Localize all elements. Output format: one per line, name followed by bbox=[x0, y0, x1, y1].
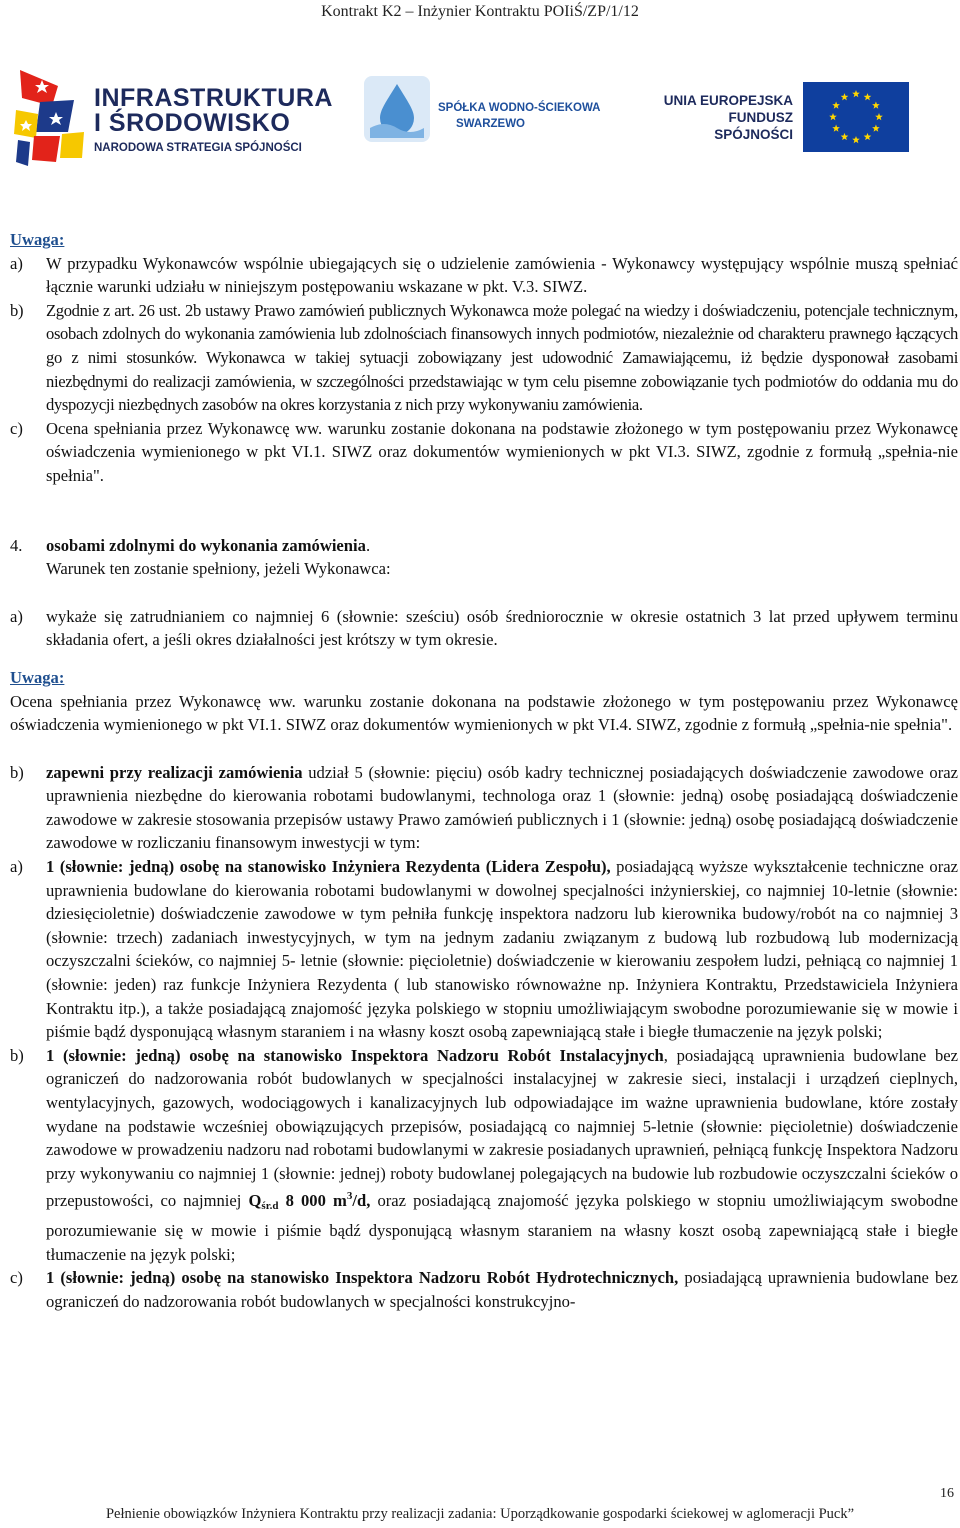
list-marker: b) bbox=[10, 1045, 24, 1065]
nss-emblem-icon bbox=[12, 62, 92, 170]
sws-logo bbox=[364, 72, 624, 152]
person-installation-inspector bbox=[10, 1044, 958, 1266]
uwaga1-item-c bbox=[10, 417, 958, 488]
eu-line-1: UNIA EUROPEJSKA bbox=[663, 93, 793, 108]
item-b-bold: zapewni przy realizacji zamówienia bbox=[46, 762, 303, 782]
sws-line-1: SPÓŁKA WODNO-ŚCIEKOWA bbox=[438, 102, 601, 114]
page-number: 16 bbox=[940, 1486, 954, 1501]
flow-superscript: 3 bbox=[346, 1190, 353, 1203]
running-footer: Pełnienie obowiązków Inżyniera Kontraktu przy realizacji zadania: Uporządkowanie gospodarki ściekowej w aglomeracji Puck” bbox=[105, 1506, 855, 1522]
eu-logo bbox=[649, 82, 949, 152]
is-title-line-1: INFRASTRUKTURA bbox=[94, 84, 333, 112]
section-title bbox=[46, 534, 958, 558]
document-body bbox=[10, 228, 958, 1313]
person-text: posiadającą wyższe wykształcenie techniczne oraz uprawnienia budowlane do kierowania robotami budowlanymi w dowolnej specjalności inżynierskiej, co najmniej 10-letnie (słownie: dziesięcioletnie) doświadczenie zawodowe w tym pełniła funkcję inspektora nadzoru lub kierownika budowy/robót na co najmniej 3 (słownie: trzech) zadaniach inwestycyjnych, w tym na jednym zadaniu związanym z budową lub rozbudową lub modernizacją oczyszczalni ścieków, co najmniej 5- letnie (słownie: pięcioletnie) doświadczenie w kierowaniu zespołem ludzi, pełniącą co najmniej 1 (słownie: jeden) raz funkcje Inżyniera Rezydenta ( lub stanowisko równoważne np. Inżyniera Kontraktu, Przedstawiciela Inżyniera Kontraktu itp.), a także posiadającą znajomość języka polskiego w stopniu umożliwiającym swobodne porozumiewanie się w mowie i piśmie bądź dysponującą własnym staraniem i na własny koszt osobą zapewniającą stałe i biegłe tłumaczenie na język polski; bbox=[46, 857, 958, 1042]
item-b-staff bbox=[10, 761, 958, 855]
water-drop-icon bbox=[364, 76, 430, 142]
person-resident-engineer bbox=[10, 855, 958, 1044]
flow-value: 8 000 m bbox=[278, 1191, 347, 1211]
list-marker: b) bbox=[10, 762, 24, 782]
flow-symbol: Q bbox=[248, 1191, 262, 1211]
sws-text bbox=[438, 100, 601, 132]
uwaga-heading-2: Uwaga: bbox=[10, 667, 65, 687]
person-hydro-inspector bbox=[10, 1266, 958, 1313]
item-b-text: udział 5 (słownie: pięciu) osób kadry technicznej posiadających doświadczenie zawodowe oraz uprawnienia niezbędne do kierowania robotami budowlanymi, technologa oraz 1 (słownie: jedną) osobę posiadającą doświadczenie zawodowe w zakresie stosowania przepisów ustawy Prawo zamówień publicznych i 1 (słownie: jedną) osobę posiadającą doświadczenie zawodowe w rozliczaniu finansowym inwestycji w tym: bbox=[46, 762, 958, 853]
person-title: 1 (słownie: jedną) osobę na stanowisko Inspektora Nadzoru Robót Hydrotechnicznych, bbox=[46, 1268, 679, 1288]
list-text: Ocena spełniania przez Wykonawcę ww. warunku zostanie dokonana na podstawie złożonego w tym postępowaniu przez Wykonawcę oświadczenia wymienionego w pkt VI.1. SIWZ oraz dokumentów wymienionych w pkt VI.3. SIWZ, zgodnie z formułą „spełnia-nie spełnia". bbox=[46, 418, 958, 485]
section-title-bold: osobami zdolnymi do wykonania zamówienia bbox=[46, 535, 366, 555]
section-number: 4. bbox=[10, 535, 23, 555]
is-title-line-2: I ŚRODOWISKO bbox=[94, 109, 291, 137]
person-title: 1 (słownie: jedną) osobę na stanowisko Inspektora Nadzoru Robót Instalacyjnych bbox=[46, 1045, 664, 1065]
is-subtitle: NARODOWA STRATEGIA SPÓJNOŚCI bbox=[94, 142, 302, 154]
list-marker: a) bbox=[10, 606, 23, 626]
section-4-item-a bbox=[10, 605, 958, 652]
list-text: Zgodnie z art. 26 ust. 2b ustawy Prawo zamówień publicznych Wykonawca może polegać na wiedzy i doświadczeniu, potencjale technicznym, osobach zdolnych do wykonania zamówienia lub zdolnościach finansowych innych podmiotów, niezależnie od charakteru prawnego łączących go z nimi stosunków. Wykonawca w takiej sytuacji zobowiązany jest udowodnić Zamawiającemu, iż będzie dysponował zasobami niezbędnymi do realizacji zamówienia, w szczególności przedstawiając w tym celu pisemne zobowiązanie tych podmiotów do oddania mu do dyspozycji niezbędnych zasobów na okres korzystania z nich przy wykonywaniu zamówienia. bbox=[46, 300, 958, 415]
list-text bbox=[46, 1044, 958, 1266]
person-text-2: oraz posiadającą znajomość języka polskiego w stopniu umożliwiającym swobodne porozumiewanie się w mowie i piśmie bądź dysponującą własnym staraniem na własny koszt osobą zapewniającą stałe i biegłe tłumaczenie na język polski; bbox=[46, 1191, 958, 1264]
running-header: Kontrakt K2 – Inżynier Kontraktu POIiŚ/ZP/1/12 bbox=[321, 3, 639, 20]
flow-subscript: śr.d bbox=[261, 1200, 279, 1213]
eu-text bbox=[649, 92, 793, 143]
eu-line-2: FUNDUSZ SPÓJNOŚCI bbox=[714, 110, 793, 142]
list-text: W przypadku Wykonawców wspólnie ubiegających się o udzielenie zamówienia - Wykonawcy występujący wspólnie muszą spełniać łącznie warunki udziału w niniejszym postępowaniu wskazane w pkt. V.3. SIWZ. bbox=[46, 253, 958, 297]
person-text: posiadającą uprawnienia budowlane bez ograniczeń do nadzorowania robót budowlanych w specjalności konstrukcyjno- bbox=[46, 1268, 959, 1311]
eu-flag-icon bbox=[803, 82, 909, 152]
logo-bar bbox=[12, 62, 952, 172]
section-4-heading bbox=[10, 534, 958, 558]
uwaga1-item-a bbox=[10, 252, 958, 299]
sws-line-2: SWARZEWO bbox=[456, 118, 525, 130]
uwaga2-text: Ocena spełniania przez Wykonawcę ww. warunku zostanie dokonana na podstawie złożonego w tym postępowaniu przez Wykonawcę oświadczenia wymienionego w pkt VI.1. SIWZ oraz dokumentów wymienionych w pkt VI.4. SIWZ, zgodnie z formułą „spełnia-nie spełnia". bbox=[10, 691, 958, 735]
section-4-intro: Warunek ten zostanie spełniony, jeżeli Wykonawca: bbox=[46, 559, 391, 579]
infrastruktura-logo bbox=[12, 62, 332, 172]
uwaga-heading-1: Uwaga: bbox=[10, 230, 65, 249]
person-text: , posiadającą uprawnienia budowlane bez ograniczeń do nadzorowania robót budowlanych w specjalności instalacyjnej w zakresie sieci, instalacji i urządzeń cieplnych, wentylacyjnych, gazowych, wodociągowych i kanalizacyjnych lub odpowiadające im ważne uprawnienia budowlane, które zostały wydane na podstawie wcześniej obowiązujących przepisów, posiadającą co najmniej 5-letnie (słownie: pięcioletnie) doświadczenie zawodowe w prowadzeniu nadzoru nad robotami budowlanymi w zakresie posiadanych uprawnień, pełniącą funkcję Inspektora Nadzoru przy wykonywaniu co najmniej 1 (słownie: jednej) roboty budowlanej polegających na budowie lub rozbudowie oczyszczalni ścieków o przepustowości, co najmniej bbox=[46, 1045, 958, 1211]
list-text bbox=[46, 761, 958, 855]
list-text bbox=[46, 1266, 958, 1313]
uwaga1-item-b bbox=[10, 299, 958, 417]
list-marker: b) bbox=[10, 300, 24, 320]
list-marker: a) bbox=[10, 857, 23, 877]
list-marker: c) bbox=[10, 418, 23, 438]
flow-unit: /d, bbox=[352, 1191, 371, 1211]
list-text: wykaże się zatrudnianiem co najmniej 6 (słownie: sześciu) osób średniorocznie w okresie ostatnich 3 lat przed upływem terminu składania ofert, a jeśli okres działalności jest krótszy w tym okresie. bbox=[46, 606, 958, 650]
section-title-end: . bbox=[365, 535, 371, 555]
is-title bbox=[94, 86, 333, 136]
list-marker: c) bbox=[10, 1268, 23, 1288]
person-title: 1 (słownie: jedną) osobę na stanowisko Inżyniera Rezydenta (Lidera Zespołu), bbox=[46, 857, 611, 877]
list-marker: a) bbox=[10, 253, 23, 273]
list-text bbox=[46, 855, 958, 1044]
